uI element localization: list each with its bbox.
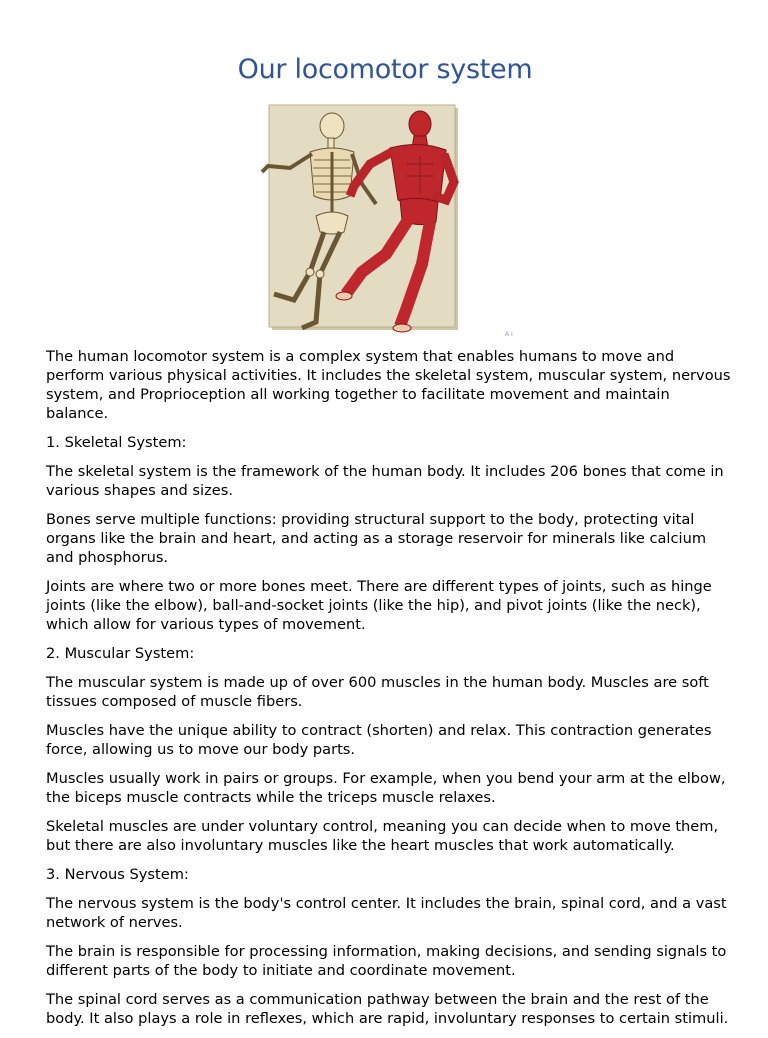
paragraph: Muscles have the unique ability to contract (shorten) and relax. This contraction generates force, allowing us to move our body parts.: [46, 722, 712, 758]
paragraph: The spinal cord serves as a communication pathway between the brain and the rest of the body. It also plays a role in reflexes, which are rapid, involuntary responses to certain stimuli.: [46, 991, 729, 1027]
paragraph: Muscles usually work in pairs or groups. For example, when you bend your arm at the elbow, the biceps muscle contracts while the triceps muscle relaxes.: [46, 770, 726, 806]
skeleton-muscle-illustration: [250, 104, 462, 336]
paragraph: The human locomotor system is a complex system that enables humans to move and perform various physical activities. It includes the skeletal system, muscular system, nervous system, and Proprioception all working together to facilitate movement and maintain balance.: [46, 348, 731, 422]
paragraph: The nervous system is the body's control center. It includes the brain, spinal cord, and a vast network of nerves.: [46, 895, 727, 931]
paragraph: The brain is responsible for processing information, making decisions, and sending signals to different parts of the body to initiate and coordinate movement.: [46, 943, 727, 979]
image-caption-mark: A I: [505, 331, 513, 338]
paragraph: Joints are where two or more bones meet. There are different types of joints, such as hinge joints (like the elbow), ball-and-socket joints (like the hip), and pivot joints (like the neck), which allow for various types of movement.: [46, 578, 712, 633]
page-title: Our locomotor system: [237, 54, 533, 85]
paragraph: The skeletal system is the framework of the human body. It includes 206 bones that come in various shapes and sizes.: [46, 463, 724, 499]
paragraph: Bones serve multiple functions: providing structural support to the body, protecting vital organs like the brain and heart, and acting as a storage reservoir for minerals like calcium and phosphorus.: [46, 511, 707, 566]
body-text: [46, 347, 736, 1038]
paragraph: Skeletal muscles are under voluntary control, meaning you can decide when to move them, but there are also involuntary muscles like the heart muscles that work automatically.: [46, 818, 719, 854]
section-heading-nervous: 3. Nervous System:: [46, 866, 189, 883]
section-heading-muscular: 2. Muscular System:: [46, 645, 195, 662]
section-heading-skeletal: 1. Skeletal System:: [46, 434, 187, 451]
paragraph: The muscular system is made up of over 600 muscles in the human body. Muscles are soft tissues composed of muscle fibers.: [46, 674, 709, 710]
